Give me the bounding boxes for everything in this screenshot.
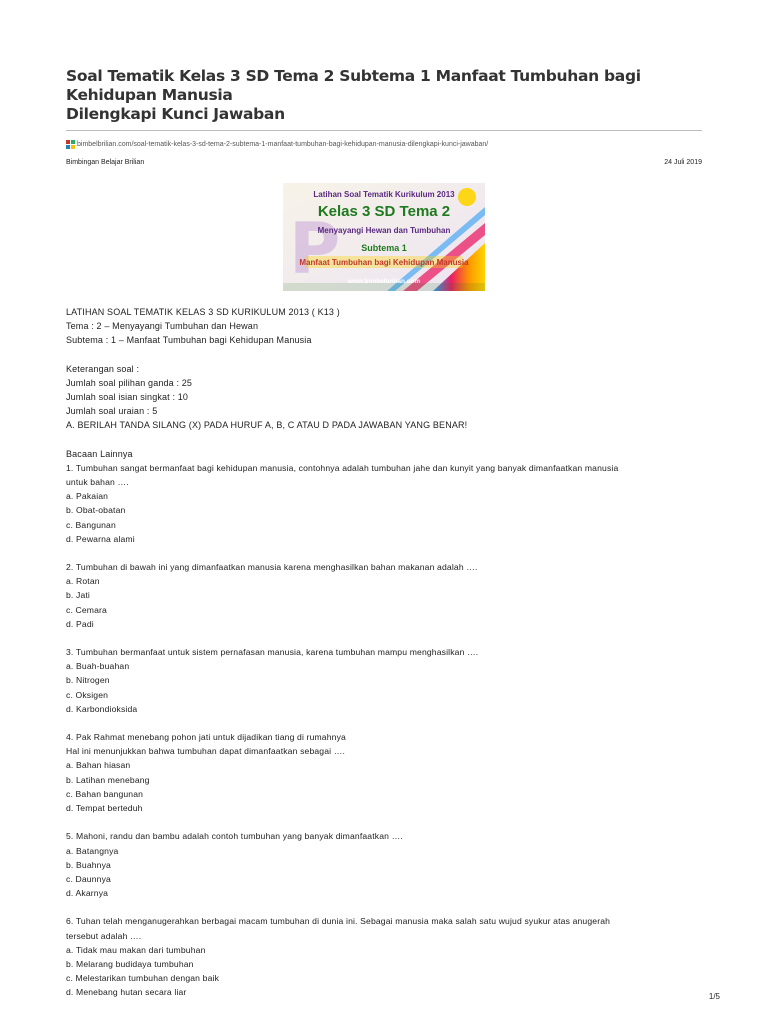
answer-option: b. Latihan menebang [66,774,150,785]
answer-option: d. Tempat berteduh [66,803,143,814]
intro-tema: Tema : 2 – Menyayangi Tumbuhan dan Hewan [66,321,259,332]
answer-option: b. Melarang budidaya tumbuhan [66,958,194,969]
banner-text-layer [283,183,485,291]
question-list [66,461,702,1000]
intro-uraian: Jumlah soal uraian : 5 [66,406,158,417]
banner-line-1: Latihan Soal Tematik Kurikulum 2013 [313,190,455,199]
question-item [66,461,702,546]
answer-option: d. Karbondioksida [66,703,138,714]
banner-line-2: Kelas 3 SD Tema 2 [317,203,451,220]
source-url[interactable]: bimbelbrilian.com/soal-tematik-kelas-3-sd-tema-2-subtema-1-manfaat-tumbuhan-bagi-kehidupan-manusia-dilengkapi-kunci-jawaban/ [77,141,489,148]
question-text: 1. Tumbuhan sangat bermanfaat bagi kehidupan manusia, contohnya adalah tumbuhan jahe dan kunyit yang banyak dimanfaatkan manusia [66,462,619,473]
meta-row [66,159,702,166]
question-text: Hal ini menunjukkan bahwa tumbuhan dapat dimanfaatkan sebagai …. [66,746,346,757]
question-item [66,914,702,999]
intro-heading: LATIHAN SOAL TEMATIK KELAS 3 SD KURIKULUM 2013 ( K13 ) [66,307,340,317]
title-line-2: Dilengkapi Kunci Jawaban [66,105,285,123]
answer-option: c. Bangunan [66,519,116,530]
question-text: 5. Mahoni, randu dan bambu adalah contoh tumbuhan yang banyak dimanfaatkan …. [66,831,403,842]
question-text: 6. Tuhan telah menganugerahkan berbagai macam tumbuhan di dunia ini. Sebagai manusia maka salah satu wujud syukur atas anugerah [66,916,611,927]
svg-text:P: P [289,208,341,290]
banner-image [283,183,485,291]
answer-option: b. Jati [66,590,90,601]
answer-option: a. Batangnya [66,845,119,856]
answer-option: c. Cemara [66,604,107,615]
title-line-1: Soal Tematik Kelas 3 SD Tema 2 Subtema 1 Manfaat Tumbuhan bagi Kehidupan Manusia [66,67,641,104]
answer-option: c. Melestarikan tumbuhan dengan baik [66,973,220,984]
site-favicon-icon [66,140,75,149]
answer-option: c. Bahan bangunan [66,788,144,799]
question-text: tersebut adalah …. [66,930,142,941]
question-text: 3. Tumbuhan bermanfaat untuk sistem pernafasan manusia, karena tumbuhan mampu menghasilkan …. [66,647,479,658]
answer-option: b. Obat-obatan [66,505,126,516]
question-item [66,645,702,716]
banner-line-3: Menyayangi Hewan dan Tumbuhan [317,226,451,235]
question-text: 2. Tumbuhan di bawah ini yang dimanfaatkan manusia karena menghasilkan bahan makanan adalah …. [66,562,478,573]
answer-option: a. Buah-buahan [66,661,130,672]
document-page [66,0,702,1000]
bacaan-lainnya[interactable]: Bacaan Lainnya [66,448,133,459]
question-text: 4. Pak Rahmat menebang pohon jati untuk dijadikan tiang di rumahnya [66,732,346,743]
question-item [66,730,702,815]
answer-option: a. Pakaian [66,491,109,502]
answer-option: c. Daunnya [66,873,111,884]
page-title [66,67,702,124]
banner-line-5: Manfaat Tumbuhan bagi Kehidupan Manusia [299,258,469,267]
site-name: Bimbingan Belajar Brilian [66,159,145,166]
intro-keterangan: Keterangan soal : [66,363,140,374]
question-item [66,829,702,900]
answer-option: b. Nitrogen [66,675,110,686]
answer-option: c. Oksigen [66,689,109,700]
answer-option: d. Akarnya [66,888,109,899]
answer-option: a. Tidak mau makan dari tumbuhan [66,944,206,955]
intro-subtema: Subtema : 1 – Manfaat Tumbuhan bagi Kehidupan Manusia [66,335,312,346]
intro-pg: Jumlah soal pilihan ganda : 25 [66,377,193,388]
intro-isian: Jumlah soal isian singkat : 10 [66,392,189,403]
answer-option: d. Padi [66,618,94,629]
source-url-row [66,139,702,150]
answer-option: b. Buahnya [66,859,111,870]
page-indicator: 1/5 [708,992,720,1001]
question-text: untuk bahan …. [66,477,129,488]
question-item [66,560,702,631]
article-body [66,305,702,1000]
title-divider [66,130,702,131]
publish-date: 24 Juli 2019 [664,159,702,166]
answer-option: a. Bahan hiasan [66,760,131,771]
intro-instruction: A. BERILAH TANDA SILANG (X) PADA HURUF A, B, C ATAU D PADA JAWABAN YANG BENAR! [66,420,468,431]
answer-option: d. Menebang hutan secara liar [66,987,187,998]
banner-line-4: Subtema 1 [361,243,407,253]
banner-website: www.bimbelbrilian.com [347,278,421,285]
answer-option: a. Rotan [66,576,100,587]
answer-option: d. Pewarna alami [66,533,135,544]
